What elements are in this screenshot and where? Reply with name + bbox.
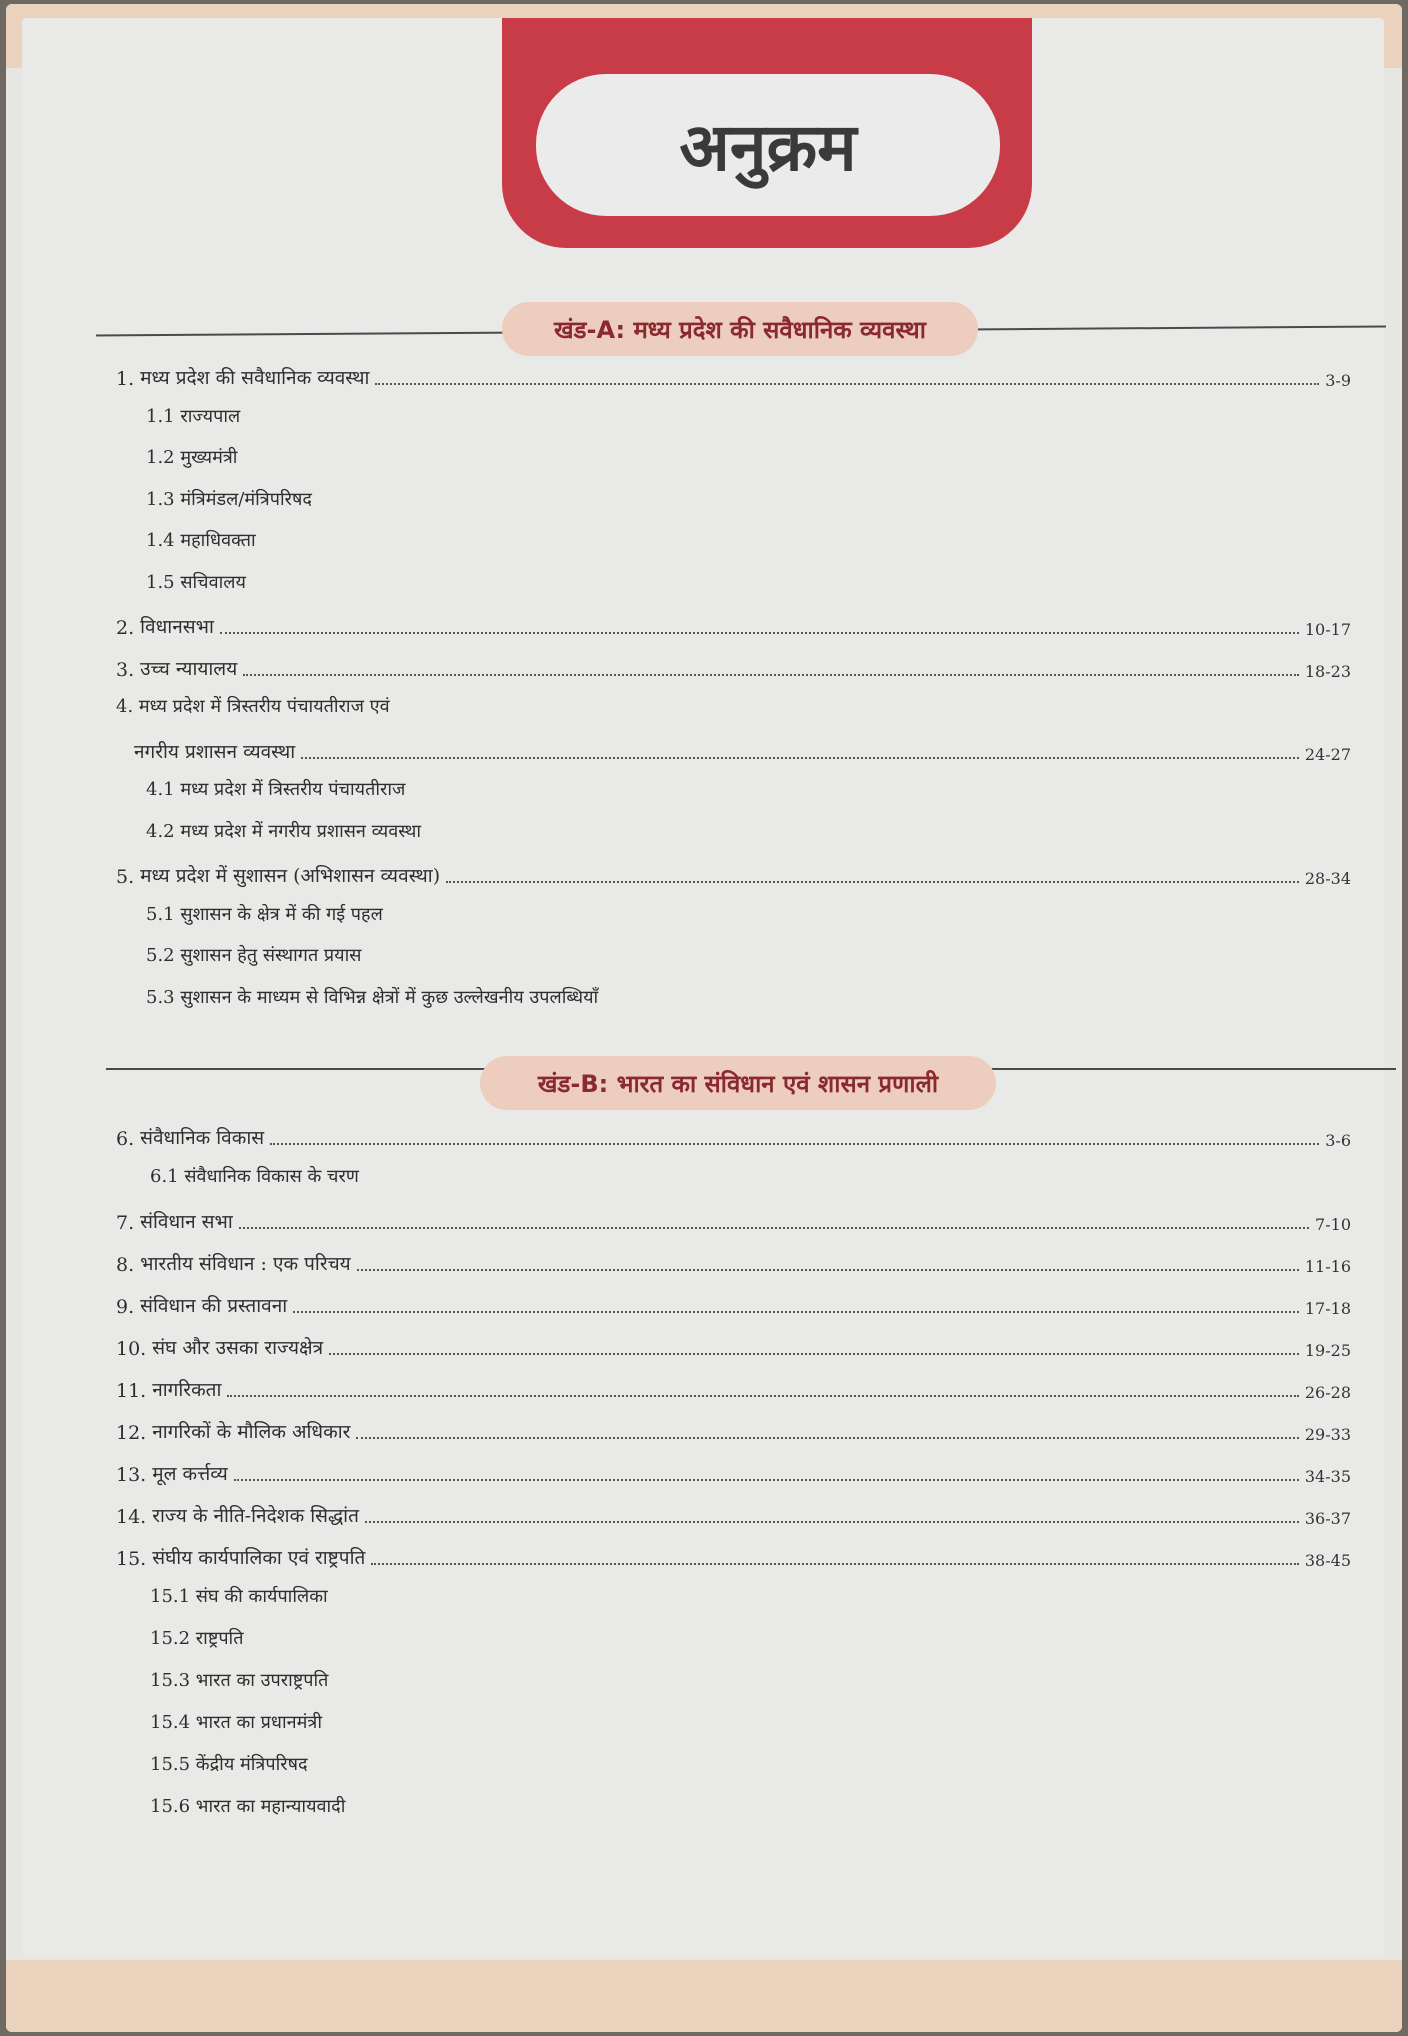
- toc-entry-number: 10.: [116, 1338, 147, 1360]
- toc-entry-label: उच्च न्यायालय: [140, 657, 238, 680]
- toc-entry: [116, 1416, 1351, 1444]
- toc-entry-pages: 38-45: [1304, 1551, 1351, 1570]
- toc-entry-label: संविधान सभा: [140, 1211, 233, 1233]
- toc-subentry: 15.1 संघ की कार्यपालिका: [150, 1586, 328, 1607]
- toc-entry: [116, 1374, 1351, 1402]
- toc-subentry: 15.2 राष्ट्रपति: [150, 1628, 244, 1649]
- page-title: अनुक्रम: [679, 109, 857, 186]
- toc-entry-label: राज्य के नीति-निदेशक सिद्धांत: [152, 1505, 359, 1527]
- toc-entry-pages: 24-27: [1304, 744, 1351, 764]
- title-pill: [536, 74, 1000, 216]
- toc-dot-leader: [301, 757, 1299, 759]
- toc-entry: [116, 1458, 1351, 1486]
- toc-dot-leader: [365, 1521, 1299, 1523]
- toc-entry-number: 6.: [116, 1128, 135, 1150]
- toc-entry-pages: 26-28: [1304, 1383, 1351, 1402]
- toc-entry-label: मध्य प्रदेश में त्रिस्तरीय पंचायतीराज एवं: [138, 696, 390, 717]
- toc-entry-number: 9.: [116, 1296, 135, 1318]
- toc-subentry: 5.1 सुशासन के क्षेत्र में की गई पहल: [146, 903, 383, 925]
- toc-dot-leader: [234, 1479, 1299, 1481]
- toc-entry-number: 12.: [116, 1422, 147, 1444]
- toc-dot-leader: [243, 674, 1299, 676]
- toc-entry-label: मध्य प्रदेश में सुशासन (अभिशासन व्यवस्था): [140, 865, 441, 887]
- toc-dot-leader: [293, 1311, 1299, 1313]
- page-bottom-band: [6, 1960, 1402, 2032]
- toc-entry: [116, 611, 1351, 639]
- toc-entry-label-line1: [116, 694, 390, 718]
- toc-subentry: 15.3 भारत का उपराष्ट्रपति: [150, 1670, 329, 1691]
- section-a-heading: खंड-A: मध्य प्रदेश की सवैधानिक व्यवस्था: [502, 302, 978, 356]
- toc-entry: [116, 860, 1351, 888]
- toc-entry: [116, 1542, 1351, 1570]
- toc-subentry: 15.4 भारत का प्रधानमंत्री: [150, 1712, 322, 1733]
- toc-subentry: 6.1 संवैधानिक विकास के चरण: [150, 1166, 359, 1187]
- toc-entry-pages: 28-34: [1304, 869, 1351, 888]
- toc-entry-pages: 3-6: [1325, 1131, 1351, 1150]
- toc-subentry: 1.1 राज्यपाल: [146, 405, 241, 427]
- toc-dot-leader: [227, 1395, 1298, 1397]
- toc-entry-label: मध्य प्रदेश की सवैधानिक व्यवस्था: [140, 367, 370, 389]
- toc-dot-leader: [220, 632, 1299, 634]
- toc-entry: [116, 1206, 1351, 1234]
- toc-entry: [116, 1290, 1351, 1318]
- toc-entry-pages: 36-37: [1304, 1509, 1351, 1528]
- book-page: [6, 4, 1402, 2032]
- toc-entry-label: नगरीय प्रशासन व्यवस्था: [134, 740, 296, 763]
- toc-entry-label: भारतीय संविधान : एक परिचय: [140, 1253, 351, 1275]
- toc-entry: [116, 1122, 1351, 1150]
- toc-entry-pages: 11-16: [1304, 1257, 1351, 1276]
- toc-subentry: 15.5 केंद्रीय मंत्रिपरिषद: [150, 1754, 308, 1775]
- toc-entry-pages: 34-35: [1304, 1467, 1351, 1486]
- toc-entry-pages: 29-33: [1304, 1425, 1351, 1444]
- toc-entry-number: 15.: [116, 1548, 147, 1570]
- toc-entry-label: संवैधानिक विकास: [140, 1127, 265, 1149]
- toc-entry-label: संविधान की प्रस्तावना: [140, 1295, 288, 1317]
- toc-entry-pages: 10-17: [1304, 620, 1351, 639]
- toc-entry-number: 1.: [116, 368, 135, 390]
- toc-entry-number: 8.: [116, 1254, 135, 1276]
- toc-entry-number: 2.: [116, 617, 135, 639]
- toc-entry-number: 14.: [116, 1506, 147, 1528]
- toc-entry-label: नागरिकों के मौलिक अधिकार: [152, 1421, 351, 1443]
- toc-entry-number: 13.: [116, 1464, 147, 1486]
- toc-subentry: 1.4 महाधिवक्ता: [146, 530, 256, 551]
- toc-entry-pages: 18-23: [1304, 661, 1351, 681]
- toc-dot-leader: [239, 1227, 1309, 1229]
- toc-dot-leader: [329, 1353, 1299, 1355]
- section-b-heading: खंड-B: भारत का संविधान एवं शासन प्रणाली: [480, 1056, 996, 1110]
- toc-dot-leader: [270, 1143, 1319, 1145]
- toc-entry-number: 4.: [116, 696, 139, 717]
- toc-entry: [116, 1332, 1351, 1360]
- toc-entry-label: विधानसभा: [140, 616, 214, 638]
- toc-subentry: 5.3 सुशासन के माध्यम से विभिन्न क्षेत्रों में कुछ उल्लेखनीय उपलब्धियाँ: [146, 986, 599, 1008]
- toc-entry-pages: 3-9: [1325, 371, 1351, 390]
- toc-entry-pages: 19-25: [1304, 1341, 1351, 1360]
- toc-subentry: 4.1 मध्य प्रदेश में त्रिस्तरीय पंचायतीराज: [146, 779, 406, 800]
- toc-entry: [116, 736, 1351, 764]
- toc-dot-leader: [371, 1563, 1299, 1565]
- toc-subentry: 15.6 भारत का महान्यायवादी: [150, 1796, 346, 1817]
- toc-entry-pages: 7-10: [1315, 1215, 1351, 1234]
- toc-dot-leader: [357, 1269, 1299, 1271]
- toc-entry: [116, 1500, 1351, 1528]
- toc-entry-label: मूल कर्त्तव्य: [152, 1463, 228, 1485]
- toc-entry: [116, 362, 1351, 390]
- toc-entry-number: 3.: [116, 658, 135, 681]
- toc-dot-leader: [446, 881, 1299, 883]
- toc-entry: [116, 1248, 1351, 1276]
- toc-subentry: 4.2 मध्य प्रदेश में नगरीय प्रशासन व्यवस्था: [146, 820, 422, 842]
- toc-entry-number: 5.: [116, 866, 135, 888]
- toc-subentry: 1.3 मंत्रिमंडल/मंत्रिपरिषद: [146, 488, 312, 510]
- toc-entry-number: 11.: [116, 1380, 147, 1402]
- toc-entry: [116, 653, 1351, 681]
- toc-subentry: 5.2 सुशासन हेतु संस्थागत प्रयास: [146, 945, 362, 966]
- toc-entry-label: संघीय कार्यपालिका एवं राष्ट्रपति: [152, 1547, 366, 1569]
- toc-entry-pages: 17-18: [1304, 1299, 1351, 1318]
- toc-subentry: 1.5 सचिवालय: [146, 571, 246, 593]
- toc-subentry: 1.2 मुख्यमंत्री: [146, 447, 238, 468]
- toc-dot-leader: [375, 383, 1319, 385]
- toc-entry-label: नागरिकता: [152, 1379, 222, 1401]
- toc-entry-number: 7.: [116, 1212, 135, 1234]
- toc-dot-leader: [356, 1437, 1298, 1439]
- toc-entry-label: संघ और उसका राज्यक्षेत्र: [152, 1337, 324, 1359]
